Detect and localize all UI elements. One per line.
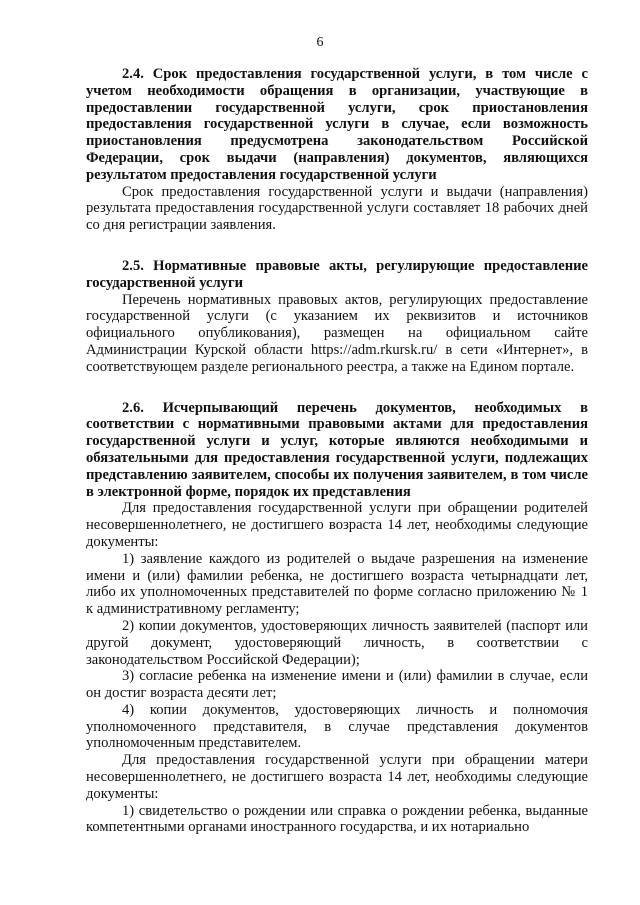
section-2-6 <box>86 400 588 837</box>
paragraph: Срок предоставления государственной услуги и выдачи (направления) результата предоставления государственной услуги составляет 18 рабочих дней со дня регистрации заявления. <box>86 183 588 234</box>
list-item: 4) копии документов, удостоверяющих личность и полномочия уполномоченного представителя, в случае представления документов уполномоченным представителем. <box>86 701 588 752</box>
section-heading: 2.4. Срок предоставления государственной услуги, в том числе с учетом необходимости обращения в организации, участвующие в предоставлении государственной услуги, срок приостановления предоставления государственной услуги в случае, если возможность приостановления предусмотрена законодательством Российской Федерации, срок выдачи (направления) документов, являющихся результатом предоставления государственной услуги <box>86 66 588 183</box>
list-item: 2) копии документов, удостоверяющих личность заявителей (паспорт или другой документ, удостоверяющий личность, в соответствии с законодательством Российской Федерации); <box>86 617 588 668</box>
list-item: 1) свидетельство о рождении или справка о рождении ребенка, выданные компетентными органами иностранного государства, и их нотариально <box>86 802 588 836</box>
section-gap <box>86 234 588 258</box>
page-number: 6 <box>316 35 324 50</box>
section-2-5 <box>86 258 588 376</box>
section-heading: 2.5. Нормативные правовые акты, регулирующие предоставление государственной услуги <box>86 257 588 291</box>
section-heading: 2.6. Исчерпывающий перечень документов, необходимых в соответствии с нормативными правовыми актами для предоставления государственной услуги и услуг, которые являются необходимыми и обязательными для предоставления государственной услуги, подлежащих представлению заявителем, способы их получения заявителем, в том числе в электронной форме, порядок их представления <box>86 399 588 500</box>
list-item: 1) заявление каждого из родителей о выдаче разрешения на изменение имени и (или) фамилии ребенка, не достигшего возраста четырнадцати лет, либо их уполномоченных представителей по форме согласно приложению № 1 к административному регламенту; <box>86 550 588 618</box>
document-body <box>86 66 588 836</box>
paragraph: Для предоставления государственной услуги при обращении матери несовершеннолетнего, не достигшего возраста 14 лет, необходимы следующие документы: <box>86 752 588 802</box>
paragraph: Для предоставления государственной услуги при обращении родителей несовершеннолетнего, не достигшего возраста 14 лет, необходимы следующие документы: <box>86 500 588 550</box>
list-item: 3) согласие ребенка на изменение имени и (или) фамилии в случае, если он достиг возраста десяти лет; <box>86 668 588 702</box>
section-2-4 <box>86 66 588 234</box>
paragraph: Перечень нормативных правовых актов, регулирующих предоставление государственной услуги (с указанием их реквизитов и источников официального опубликования), размещен на официальном сайте Администрации Курской области https://adm.rkursk.ru/ в сети «Интернет», в соответствующем разделе регионального реестра, а также на Едином портале. <box>86 291 588 375</box>
section-gap <box>86 376 588 400</box>
